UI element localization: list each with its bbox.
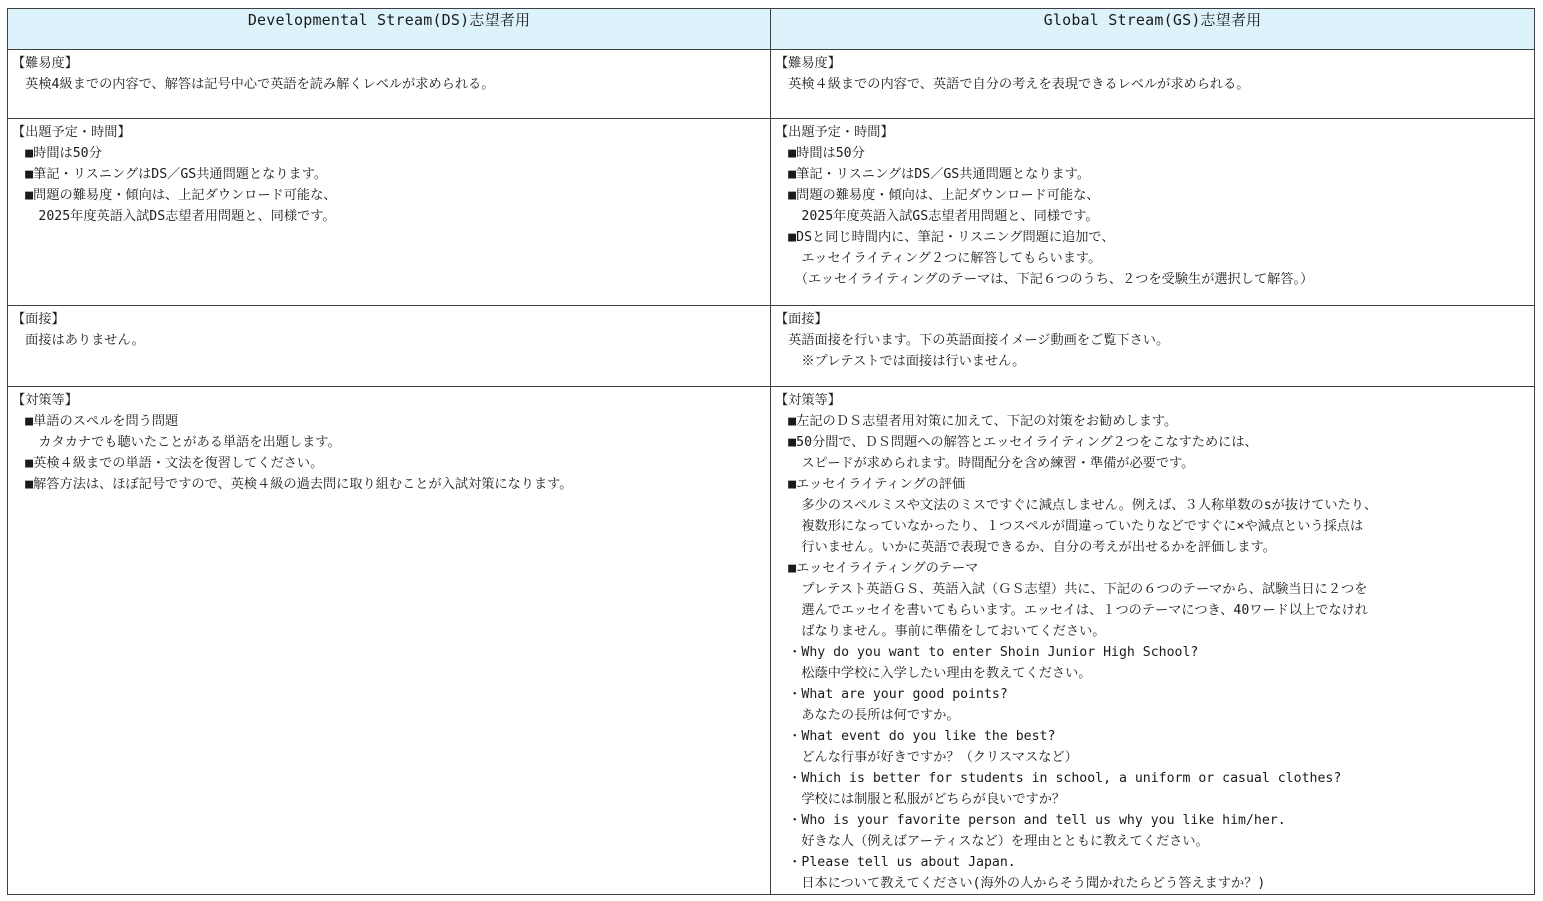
cell-content xyxy=(8,387,770,495)
ds-difficulty-cell xyxy=(8,50,771,119)
section-heading: 【出題予定・時間】 xyxy=(775,125,894,140)
text-line: 2025年度英語入試DS志望者用問題と、同様です。 xyxy=(12,209,336,224)
header-row xyxy=(8,9,1535,50)
text-line: ■50分間で、ＤＳ問題への解答とエッセイライティング２つをこなすためには、 xyxy=(775,435,1258,450)
countermeasures-row xyxy=(8,387,1535,895)
text-line: ・Please tell us about Japan. xyxy=(775,855,1016,870)
text-line: 行いません。いかに英語で表現できるか、自分の考えが出せるかを評価します。 xyxy=(775,540,1276,555)
gs-column-header: Global Stream(GS)志望者用 xyxy=(771,9,1535,50)
schedule-row xyxy=(8,119,1535,306)
section-heading: 【対策等】 xyxy=(775,393,841,408)
text-line: 学校には制服と私服がどちらが良いですか？ xyxy=(775,792,1066,807)
text-line: スピードが求められます。時間配分を含め練習・準備が必要です。 xyxy=(775,456,1195,471)
text-line: 英検４級までの内容で、英語で自分の考えを表現できるレベルが求められる。 xyxy=(775,77,1250,92)
text-line: ・Why do you want to enter Shoin Junior High School? xyxy=(775,645,1199,660)
text-line: 日本について教えてください(海外の人からそう聞かれたらどう答えますか？) xyxy=(775,876,1266,891)
text-line: ・Which is better for students in school, a uniform or casual clothes? xyxy=(775,771,1342,786)
text-line: 松蔭中学校に入学したい理由を教えてください。 xyxy=(775,666,1092,681)
ds-interview-cell xyxy=(8,306,771,387)
ds-countermeasures-cell xyxy=(8,387,771,895)
text-line: ■エッセイライティングの評価 xyxy=(775,477,966,492)
text-line: ■単語のスペルを問う問題 xyxy=(12,414,179,429)
cell-content xyxy=(771,306,1534,372)
text-line: ■英検４級までの単語・文法を復習してください。 xyxy=(12,456,324,471)
gs-difficulty-cell xyxy=(771,50,1535,119)
text-line: 面接はありません。 xyxy=(12,333,145,348)
text-line: 選んでエッセイを書いてもらいます。エッセイは、１つのテーマにつき、40ワード以上でなけれ xyxy=(775,603,1368,618)
cell-content xyxy=(8,306,770,351)
text-line: 英検4級までの内容で、解答は記号中心で英語を読み解くレベルが求められる。 xyxy=(12,77,495,92)
exam-info-table xyxy=(7,8,1535,895)
gs-countermeasures-cell xyxy=(771,387,1535,895)
text-line: ・What event do you like the best? xyxy=(775,729,1056,744)
text-line: ■問題の難易度・傾向は、上記ダウンロード可能な、 xyxy=(775,188,1100,203)
text-line: ・Who is your favorite person and tell us why you like him/her. xyxy=(775,813,1286,828)
text-line: プレテスト英語ＧＳ、英語入試（ＧＳ志望）共に、下記の６つのテーマから、試験当日に２つを xyxy=(775,582,1368,597)
cell-content xyxy=(8,50,770,95)
gs-schedule-cell xyxy=(771,119,1535,306)
text-line: 複数形になっていなかったり、１つスペルが間違っていたりなどですぐに×や減点という採点は xyxy=(775,519,1364,534)
text-line: ■左記のＤＳ志望者用対策に加えて、下記の対策をお勧めします。 xyxy=(775,414,1178,429)
text-line: あなたの長所は何ですか。 xyxy=(775,708,960,723)
text-line: エッセイライティング２つに解答してもらいます。 xyxy=(775,251,1102,266)
text-line: ■解答方法は、ほぼ記号ですので、英検４級の過去問に取り組むことが入試対策になります。 xyxy=(12,477,573,492)
ds-schedule-cell xyxy=(8,119,771,306)
cell-content xyxy=(771,50,1534,95)
interview-row xyxy=(8,306,1535,387)
text-line: ■時間は50分 xyxy=(775,146,865,161)
text-line: ■筆記・リスニングはDS／GS共通問題となります。 xyxy=(12,167,328,182)
cell-content xyxy=(771,119,1534,290)
text-line: カタカナでも聴いたことがある単語を出題します。 xyxy=(12,435,341,450)
text-line: 多少のスペルミスや文法のミスですぐに減点しません。例えば、３人称単数のsが抜けていたり、 xyxy=(775,498,1378,513)
text-line: ■エッセイライティングのテーマ xyxy=(775,561,979,576)
cell-content xyxy=(771,387,1534,894)
text-line: ■時間は50分 xyxy=(12,146,102,161)
text-line: 2025年度英語入試GS志望者用問題と、同様です。 xyxy=(775,209,1099,224)
text-line: ■DSと同じ時間内に、筆記・リスニング問題に追加で、 xyxy=(775,230,1115,245)
text-line: 英語面接を行います。下の英語面接イメージ動画をご覧下さい。 xyxy=(775,333,1170,348)
text-line: ※プレテストでは面接は行いません。 xyxy=(775,354,1026,369)
cell-content xyxy=(8,119,770,227)
section-heading: 【出題予定・時間】 xyxy=(12,125,131,140)
gs-interview-cell xyxy=(771,306,1535,387)
text-line: ・What are your good points? xyxy=(775,687,1008,702)
text-line: ばなりません。事前に準備をしておいてください。 xyxy=(775,624,1106,639)
section-heading: 【対策等】 xyxy=(12,393,78,408)
section-heading: 【面接】 xyxy=(775,312,828,327)
section-heading: 【難易度】 xyxy=(775,56,841,71)
text-line: どんな行事が好きですか？（クリスマスなど） xyxy=(775,750,1078,765)
text-line: （エッセイライティングのテーマは、下記６つのうち、２つを受験生が選択して解答。） xyxy=(775,272,1314,287)
section-heading: 【面接】 xyxy=(12,312,65,327)
section-heading: 【難易度】 xyxy=(12,56,78,71)
ds-column-header: Developmental Stream(DS)志望者用 xyxy=(8,9,771,50)
text-line: 好きな人（例えばアーティスなど）を理由とともに教えてください。 xyxy=(775,834,1209,849)
text-line: ■筆記・リスニングはDS／GS共通問題となります。 xyxy=(775,167,1091,182)
text-line: ■問題の難易度・傾向は、上記ダウンロード可能な、 xyxy=(12,188,337,203)
difficulty-row xyxy=(8,50,1535,119)
